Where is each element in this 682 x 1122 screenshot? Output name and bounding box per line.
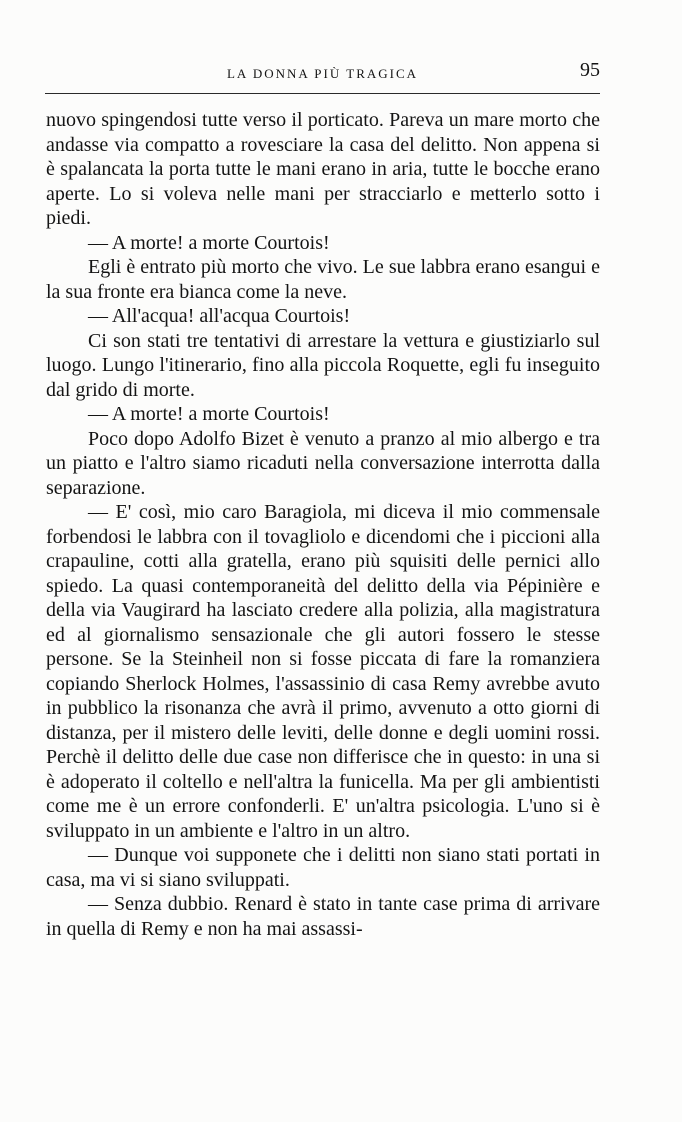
paragraph: — All'acqua! all'acqua Courtois! <box>88 305 351 327</box>
paragraph: Ci son stati tre tentativi di arrestare la vettura e giustiziarlo sul luogo. Lungo l'itinerario, fino alla piccola Roquette, egli fu inseguito dal grido di morte. <box>46 329 600 401</box>
paragraph: — A morte! a morte Courtois! <box>88 231 330 254</box>
paragraph: — Dunque voi supponete che i delitti non siano stati portati in casa, ma vi si siano sviluppati. <box>46 844 600 891</box>
page-number: 95 <box>580 59 600 81</box>
paragraph: — A morte! a morte Courtois! <box>88 403 330 425</box>
paragraph: — Senza dubbio. Renard è stato in tante case prima di arrivare in quella di Remy e non ha mai assassi- <box>46 893 600 940</box>
paragraph: nuovo spingendosi tutte verso il porticato. Pareva un mare morto che andasse via compatto a rovesciare la casa del delitto. Non appena si è spalancata la porta tutte le mani erano in aria, tutte le bocche erano aperte. Lo si voleva nelle mani per stracciarlo e metterlo sotto i piedi. <box>46 109 600 229</box>
body-text <box>46 108 600 941</box>
paragraph: Egli è entrato più morto che vivo. Le sue labbra erano esangui e la sua fronte era bianca come la neve. <box>46 256 600 303</box>
paragraph: Poco dopo Adolfo Bizet è venuto a pranzo al mio albergo e tra un piatto e l'altro siamo ricaduti nella conversazione interrotta dalla separazione. <box>46 427 600 499</box>
header-rule <box>45 93 600 94</box>
paragraph: — E' così, mio caro Baragiola, mi diceva il mio commensale forbendosi le labbra con il tovagliolo e dicendomi che i piccioni alla crapauline, cotti alla gratella, erano più squisiti delle pernici allo spiedo. La quasi contemporaneità del delitto della via Pépinière e della via Vaugirard ha lasciato credere alla polizia, alla magistratura ed al giornalismo sensazionale che gli autori fossero le stesse persone. Se la Steinheil non si fosse piccata di fare la romanziera copiando Sherlock Holmes, l'assassinio di casa Remy avrebbe avuto in pubblico la risonanza che avrà il primo, avvenuto a otto giorni di distanza, per il mistero delle leviti, delle donne e degli uomini rossi. Perchè il delitto delle due case non differisce che in questo: in una si è adoperato il coltello e nell'altra la funicella. Ma per gli ambientisti come me è un errore confonderli. E' un'altra psicologia. L'uno si è sviluppato in un ambiente e l'altro in un altro. <box>46 501 600 842</box>
running-head: LA DONNA PIÙ TRAGICA <box>226 66 419 81</box>
page-header <box>45 60 600 90</box>
